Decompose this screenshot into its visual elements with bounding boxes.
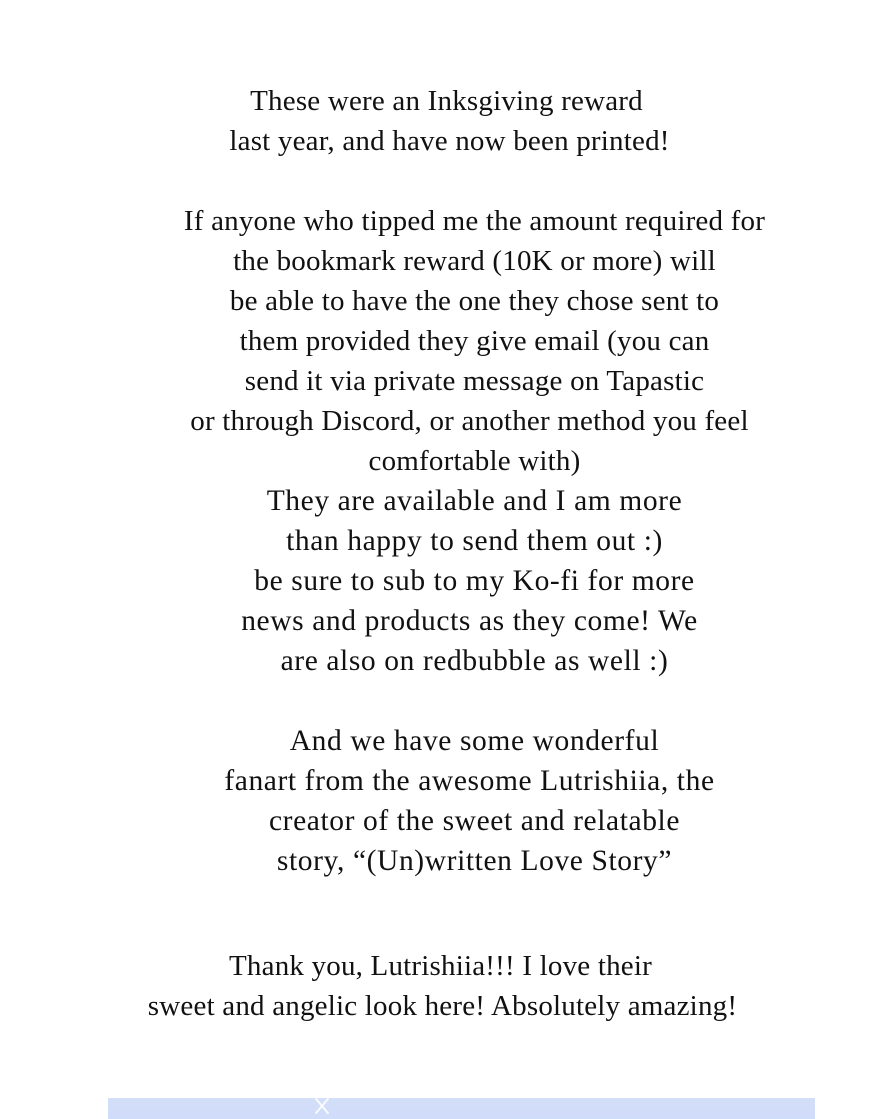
- reward-info-line: If anyone who tipped me the amount required for: [183, 205, 766, 237]
- reward-info-line: or through Discord, or another method you feel: [190, 405, 749, 437]
- fanart-line: creator of the sweet and relatable: [268, 805, 681, 837]
- sparkle-icon: [314, 1098, 330, 1114]
- fanart-line: story, “(Un)written Love Story”: [276, 845, 673, 877]
- thanks-line: sweet and angelic look here! Absolutely amazing!: [147, 990, 738, 1022]
- fanart-line: fanart from the awesome Lutrishiia, the: [224, 765, 715, 797]
- reward-info-line: comfortable with): [368, 445, 581, 477]
- availability-line: than happy to send them out :): [286, 525, 663, 557]
- reward-info-line: send it via private message on Tapastic: [244, 365, 705, 397]
- fanart-image: [108, 1098, 815, 1119]
- availability-line: news and products as they come! We: [241, 605, 698, 637]
- reward-info-line: them provided they give email (you can: [239, 325, 710, 357]
- availability-line: are also on redbubble as well :): [280, 645, 669, 677]
- fanart-line: And we have some wonderful: [289, 725, 660, 757]
- intro-line: last year, and have now been printed!: [229, 125, 670, 157]
- availability-line: They are available and I am more: [266, 485, 683, 517]
- thanks-line: Thank you, Lutrishiia!!! I love their: [229, 950, 652, 982]
- reward-info-line: be able to have the one they chose sent to: [229, 285, 720, 317]
- intro-line: These were an Inksgiving reward: [250, 85, 643, 117]
- availability-line: be sure to sub to my Ko-fi for more: [254, 565, 695, 597]
- reward-info-line: the bookmark reward (10K or more) will: [233, 245, 716, 277]
